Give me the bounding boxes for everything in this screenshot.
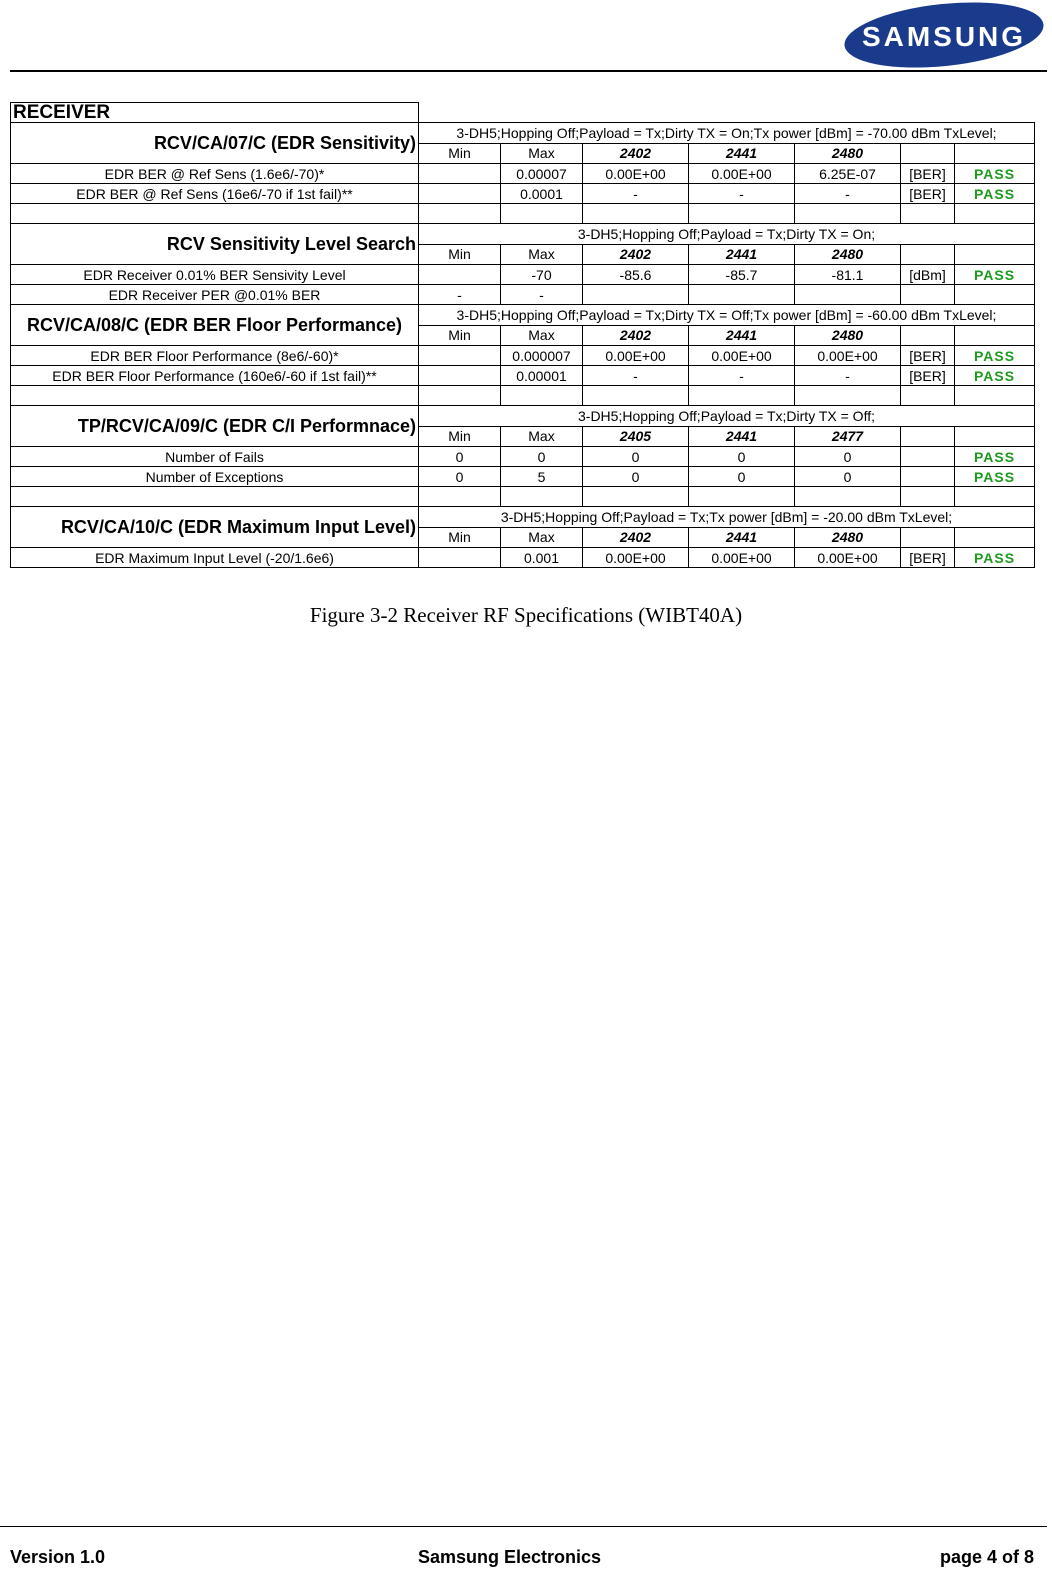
table-cell: 0.000007 [501, 346, 583, 366]
table-cell: 6.25E-07 [795, 164, 901, 184]
frequency-header: 2441 [689, 244, 795, 265]
table-cell [583, 285, 689, 305]
samsung-logo [842, 2, 1046, 68]
row-label: EDR Receiver PER @0.01% BER [11, 285, 419, 305]
blank-cell [419, 204, 501, 224]
blank-cell [583, 487, 689, 507]
table-cell [795, 285, 901, 305]
blank-cell [955, 103, 1035, 123]
table-cell: 0 [419, 467, 501, 487]
table-row [11, 265, 1035, 285]
column-header: Max [501, 426, 583, 447]
blank-cell [795, 487, 901, 507]
row-label: EDR BER @ Ref Sens (1.6e6/-70)* [11, 164, 419, 184]
table-cell: - [419, 285, 501, 305]
column-header: Max [501, 143, 583, 164]
receiver-spec-table [10, 102, 1035, 568]
table-cell: - [689, 184, 795, 204]
blank-cell [689, 487, 795, 507]
pass-status: PASS [955, 467, 1035, 487]
blank-cell [795, 103, 901, 123]
table-cell: [dBm] [901, 265, 955, 285]
blank-cell [11, 386, 419, 406]
blank-cell [955, 386, 1035, 406]
blank-cell [11, 487, 419, 507]
test-title: RCV Sensitivity Level Search [11, 224, 419, 265]
test-condition-row [11, 305, 1035, 326]
table-cell: 0.00E+00 [583, 164, 689, 184]
table-cell: 0.00E+00 [795, 346, 901, 366]
table-cell: 0.001 [501, 548, 583, 568]
column-header [901, 143, 955, 164]
blank-cell [583, 103, 689, 123]
column-header: Min [419, 527, 501, 548]
pass-status: PASS [955, 447, 1035, 467]
blank-cell [689, 204, 795, 224]
table-cell: 0.00001 [501, 366, 583, 386]
column-header [955, 244, 1035, 265]
test-condition-row [11, 507, 1035, 528]
spacer-row [11, 487, 1035, 507]
table-cell: 0.00E+00 [795, 548, 901, 568]
blank-cell [795, 386, 901, 406]
table-cell: - [583, 184, 689, 204]
table-cell: 0 [501, 447, 583, 467]
blank-cell [583, 386, 689, 406]
table-cell: [BER] [901, 184, 955, 204]
section-title: RECEIVER [11, 103, 419, 123]
section-row [11, 103, 1035, 123]
blank-cell [11, 204, 419, 224]
table-cell: [BER] [901, 164, 955, 184]
row-label: EDR Maximum Input Level (-20/1.6e6) [11, 548, 419, 568]
table-cell [419, 548, 501, 568]
column-header [955, 527, 1035, 548]
blank-cell [901, 103, 955, 123]
blank-cell [419, 386, 501, 406]
frequency-header: 2480 [795, 325, 901, 346]
table-cell: 0 [583, 467, 689, 487]
table-cell: - [689, 366, 795, 386]
blank-cell [689, 103, 795, 123]
blank-cell [955, 204, 1035, 224]
table-row [11, 184, 1035, 204]
frequency-header: 2402 [583, 244, 689, 265]
column-header [955, 426, 1035, 447]
table-cell: [BER] [901, 548, 955, 568]
frequency-header: 2405 [583, 426, 689, 447]
table-cell: 0.00E+00 [689, 164, 795, 184]
blank-cell [901, 487, 955, 507]
table-cell: [BER] [901, 346, 955, 366]
blank-cell [419, 487, 501, 507]
test-condition: 3-DH5;Hopping Off;Payload = Tx;Dirty TX = On; [419, 224, 1035, 245]
table-cell: 0.00E+00 [689, 548, 795, 568]
table-cell: - [795, 184, 901, 204]
row-label: EDR BER Floor Performance (160e6/-60 if 1st fail)** [11, 366, 419, 386]
test-title: RCV/CA/07/C (EDR Sensitivity) [11, 123, 419, 164]
table-cell: 0.00E+00 [689, 346, 795, 366]
frequency-header: 2402 [583, 143, 689, 164]
row-label: EDR BER @ Ref Sens (16e6/-70 if 1st fail)** [11, 184, 419, 204]
column-header [955, 143, 1035, 164]
table-cell: 0.00007 [501, 164, 583, 184]
test-condition-row [11, 406, 1035, 427]
test-title: RCV/CA/08/C (EDR BER Floor Performance) [11, 305, 419, 346]
table-cell [955, 285, 1035, 305]
column-header: Max [501, 325, 583, 346]
table-cell [901, 447, 955, 467]
header-rule [10, 70, 1047, 72]
frequency-header: 2480 [795, 143, 901, 164]
blank-cell [901, 386, 955, 406]
column-header: Max [501, 244, 583, 265]
table-cell: - [795, 366, 901, 386]
table-cell: - [501, 285, 583, 305]
table-cell [419, 346, 501, 366]
pass-status: PASS [955, 164, 1035, 184]
column-header [901, 426, 955, 447]
figure-caption: Figure 3-2 Receiver RF Specifications (WIBT40A) [309, 603, 743, 627]
row-label: Number of Fails [11, 447, 419, 467]
column-header: Max [501, 527, 583, 548]
frequency-header: 2441 [689, 325, 795, 346]
blank-cell [901, 204, 955, 224]
row-label: Number of Exceptions [11, 467, 419, 487]
table-cell: 0 [795, 447, 901, 467]
table-cell: - [583, 366, 689, 386]
table-cell: 0 [795, 467, 901, 487]
column-header: Min [419, 244, 501, 265]
test-condition: 3-DH5;Hopping Off;Payload = Tx;Tx power [dBm] = -20.00 dBm TxLevel; [419, 507, 1035, 528]
table-cell: 0 [583, 447, 689, 467]
frequency-header: 2402 [583, 527, 689, 548]
table-cell [419, 164, 501, 184]
frequency-header: 2480 [795, 244, 901, 265]
table-cell: 0 [689, 447, 795, 467]
column-header [955, 325, 1035, 346]
frequency-header: 2441 [689, 527, 795, 548]
test-condition: 3-DH5;Hopping Off;Payload = Tx;Dirty TX = On;Tx power [dBm] = -70.00 dBm TxLevel; [419, 123, 1035, 144]
pass-status: PASS [955, 548, 1035, 568]
test-condition-row [11, 123, 1035, 144]
table-cell [419, 265, 501, 285]
table-row [11, 467, 1035, 487]
pass-status: PASS [955, 366, 1035, 386]
test-title: TP/RCV/CA/09/C (EDR C/I Performnace) [11, 406, 419, 447]
logo-text: SAMSUNG [861, 21, 1027, 52]
footer-page-number: page 4 of 8 [939, 1547, 1034, 1567]
blank-cell [501, 386, 583, 406]
column-header [901, 244, 955, 265]
footer-rule [0, 1526, 1047, 1527]
table-cell: 0.00E+00 [583, 548, 689, 568]
spacer-row [11, 204, 1035, 224]
blank-cell [419, 103, 501, 123]
test-title: RCV/CA/10/C (EDR Maximum Input Level) [11, 507, 419, 548]
table-cell: [BER] [901, 366, 955, 386]
table-cell: 0 [419, 447, 501, 467]
table-cell: 0 [689, 467, 795, 487]
table-cell [689, 285, 795, 305]
frequency-header: 2402 [583, 325, 689, 346]
test-condition: 3-DH5;Hopping Off;Payload = Tx;Dirty TX = Off;Tx power [dBm] = -60.00 dBm TxLevel; [419, 305, 1035, 326]
table-row [11, 548, 1035, 568]
row-label: EDR Receiver 0.01% BER Sensivity Level [11, 265, 419, 285]
frequency-header: 2441 [689, 426, 795, 447]
table-cell: -70 [501, 265, 583, 285]
test-condition-row [11, 224, 1035, 245]
table-row [11, 366, 1035, 386]
blank-cell [501, 487, 583, 507]
frequency-header: 2480 [795, 527, 901, 548]
frequency-header: 2441 [689, 143, 795, 164]
table-cell [901, 285, 955, 305]
table-cell: -81.1 [795, 265, 901, 285]
column-header: Min [419, 426, 501, 447]
blank-cell [501, 103, 583, 123]
frequency-header: 2477 [795, 426, 901, 447]
table-cell [419, 366, 501, 386]
blank-cell [583, 204, 689, 224]
row-label: EDR BER Floor Performance (8e6/-60)* [11, 346, 419, 366]
footer-version: Version 1.0 [10, 1547, 106, 1567]
table-cell [901, 467, 955, 487]
blank-cell [795, 204, 901, 224]
column-header [901, 527, 955, 548]
pass-status: PASS [955, 265, 1035, 285]
table-row [11, 447, 1035, 467]
table-row [11, 346, 1035, 366]
spacer-row [11, 386, 1035, 406]
blank-cell [501, 204, 583, 224]
test-condition: 3-DH5;Hopping Off;Payload = Tx;Dirty TX = Off; [419, 406, 1035, 427]
column-header: Min [419, 143, 501, 164]
table-row [11, 285, 1035, 305]
blank-cell [689, 386, 795, 406]
table-cell: -85.6 [583, 265, 689, 285]
pass-status: PASS [955, 184, 1035, 204]
column-header: Min [419, 325, 501, 346]
table-cell: -85.7 [689, 265, 795, 285]
table-cell: 0.0001 [501, 184, 583, 204]
pass-status: PASS [955, 346, 1035, 366]
table-cell: 0.00E+00 [583, 346, 689, 366]
blank-cell [955, 487, 1035, 507]
footer-company: Samsung Electronics [418, 1547, 602, 1567]
column-header [901, 325, 955, 346]
table-row [11, 164, 1035, 184]
table-cell [419, 184, 501, 204]
table-cell: 5 [501, 467, 583, 487]
